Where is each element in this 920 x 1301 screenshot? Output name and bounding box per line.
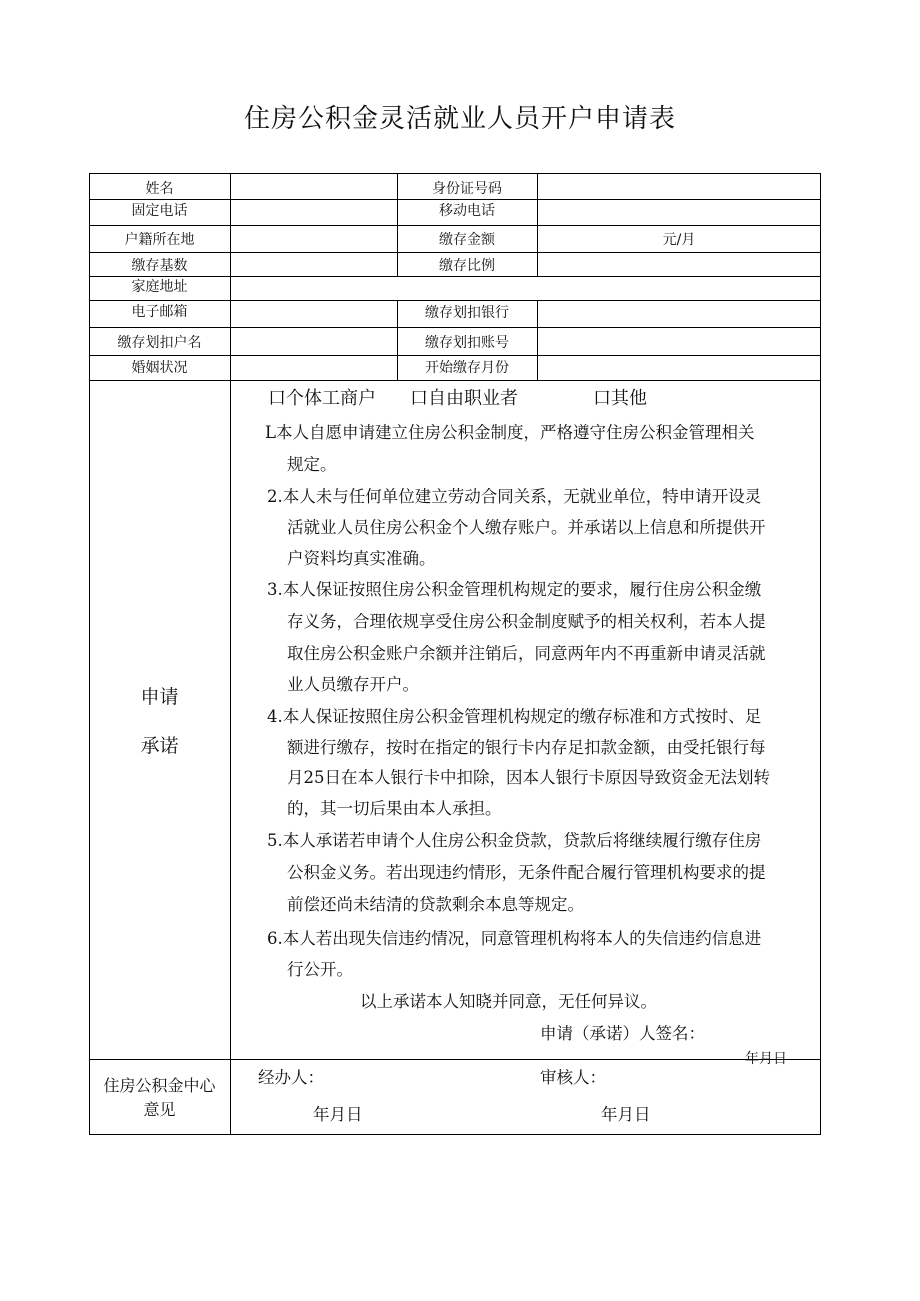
- option-other[interactable]: 口其他: [593, 388, 647, 409]
- commitment-line: 业人员缴存开户。: [287, 675, 419, 694]
- label-marital-status: 婚姻状况: [131, 360, 188, 376]
- start-month-field[interactable]: [538, 356, 820, 380]
- label-debit-bank: 缴存划扣银行: [425, 305, 509, 321]
- commitment-line: 2.本人未与任何单位建立劳动合同关系，无就业单位，特申请开设灵: [267, 487, 762, 506]
- debit-bank-field[interactable]: [538, 301, 820, 327]
- name-field[interactable]: [231, 174, 396, 199]
- id-number-field[interactable]: [538, 174, 820, 199]
- label-start-month: 开始缴存月份: [425, 360, 509, 376]
- commitment-line: 行公开。: [287, 960, 353, 979]
- option-freelancer[interactable]: 口自由职业者: [410, 388, 518, 409]
- commitment-label-apply: 申请: [140, 686, 179, 708]
- label-deposit-amount: 缴存金额: [439, 232, 495, 248]
- deposit-amount-unit[interactable]: 元/月: [662, 232, 696, 248]
- commitment-line: 3.本人保证按照住房公积金管理机构规定的要求，履行住房公积金缴: [267, 580, 762, 599]
- label-debit-account-name: 缴存划扣户名: [117, 335, 202, 351]
- deposit-base-field[interactable]: [231, 253, 396, 276]
- email-field[interactable]: [231, 301, 396, 327]
- landline-field[interactable]: [231, 200, 396, 225]
- debit-account-name-field[interactable]: [231, 328, 396, 355]
- label-deposit-base: 缴存基数: [131, 258, 188, 274]
- commitment-line: 规定。: [287, 455, 337, 474]
- center-opinion-label: 住房公积金中心: [103, 1076, 216, 1095]
- label-landline: 固定电话: [131, 203, 188, 219]
- commitment-line: 存义务，合理依规享受住房公积金制度赋予的相关权利，若本人提: [287, 612, 766, 631]
- mobile-field[interactable]: [538, 200, 820, 225]
- label-home-address: 家庭地址: [131, 279, 188, 295]
- center-opinion-label-2: 意见: [143, 1100, 176, 1119]
- commitment-line: 月25日在本人银行卡中扣除，因本人银行卡原因导致资金无法划转: [287, 768, 770, 787]
- signature-label: 申请（承诺）人签名：: [540, 1024, 705, 1043]
- label-email: 电子邮箱: [131, 304, 188, 320]
- debit-account-no-field[interactable]: [538, 328, 820, 355]
- commitment-line: 户资料均真实准确。: [287, 549, 436, 568]
- deposit-ratio-field[interactable]: [538, 253, 820, 276]
- row-divider: [89, 1059, 821, 1060]
- handler-label: 经办人：: [258, 1068, 324, 1087]
- commitment-line: 的，其一切后果由本人承担。: [287, 799, 502, 818]
- commitment-line: 活就业人员住房公积金个人缴存账户。并承诺以上信息和所提供开: [287, 518, 766, 537]
- reviewer-date: 年月日: [601, 1105, 651, 1124]
- commitment-line: 5.本人承诺若申请个人住房公积金贷款，贷款后将继续履行缴存住房: [267, 831, 762, 850]
- handler-date: 年月日: [313, 1105, 363, 1124]
- label-deposit-ratio: 缴存比例: [439, 258, 495, 274]
- label-id-number: 身份证号码: [432, 181, 502, 197]
- commitment-line: L本人自愿申请建立住房公积金制度，严格遵守住房公积金管理相关: [265, 423, 755, 442]
- reviewer-label: 审核人：: [540, 1068, 606, 1087]
- commitment-line: 4.本人保证按照住房公积金管理机构规定的缴存标准和方式按时、足: [267, 707, 762, 726]
- label-name: 姓名: [145, 181, 174, 197]
- commitment-line: 取住房公积金账户余额并注销后，同意两年内不再重新申请灵活就: [287, 644, 766, 663]
- option-individual-business[interactable]: 口个体工商户: [268, 388, 376, 409]
- commitment-line: 6.本人若出现失信违约情况，同意管理机构将本人的失信违约信息进: [267, 929, 762, 948]
- label-debit-account-no: 缴存划扣账号: [425, 335, 509, 351]
- page-title: 住房公积金灵活就业人员开户申请表: [243, 104, 676, 134]
- label-household: 户籍所在地: [124, 232, 195, 248]
- commitment-line: 前偿还尚未结清的贷款剩余本息等规定。: [287, 895, 584, 914]
- row-divider: [89, 225, 821, 226]
- label-mobile: 移动电话: [439, 203, 495, 219]
- commitment-line: 公积金义务。若出现违约情形，无条件配合履行管理机构要求的提: [287, 863, 766, 882]
- commitment-line: 额进行缴存，按时在指定的银行卡内存足扣款金额，由受托银行每: [287, 738, 766, 757]
- commitment-label-promise: 承诺: [140, 735, 179, 757]
- signature-date-clipped: 年月日: [745, 1051, 787, 1067]
- marital-status-field[interactable]: [231, 356, 396, 380]
- row-divider: [89, 380, 821, 381]
- agreement-statement: 以上承诺本人知晓并同意，无任何异议。: [360, 992, 657, 1011]
- household-field[interactable]: [231, 226, 396, 252]
- home-address-field[interactable]: [231, 277, 820, 300]
